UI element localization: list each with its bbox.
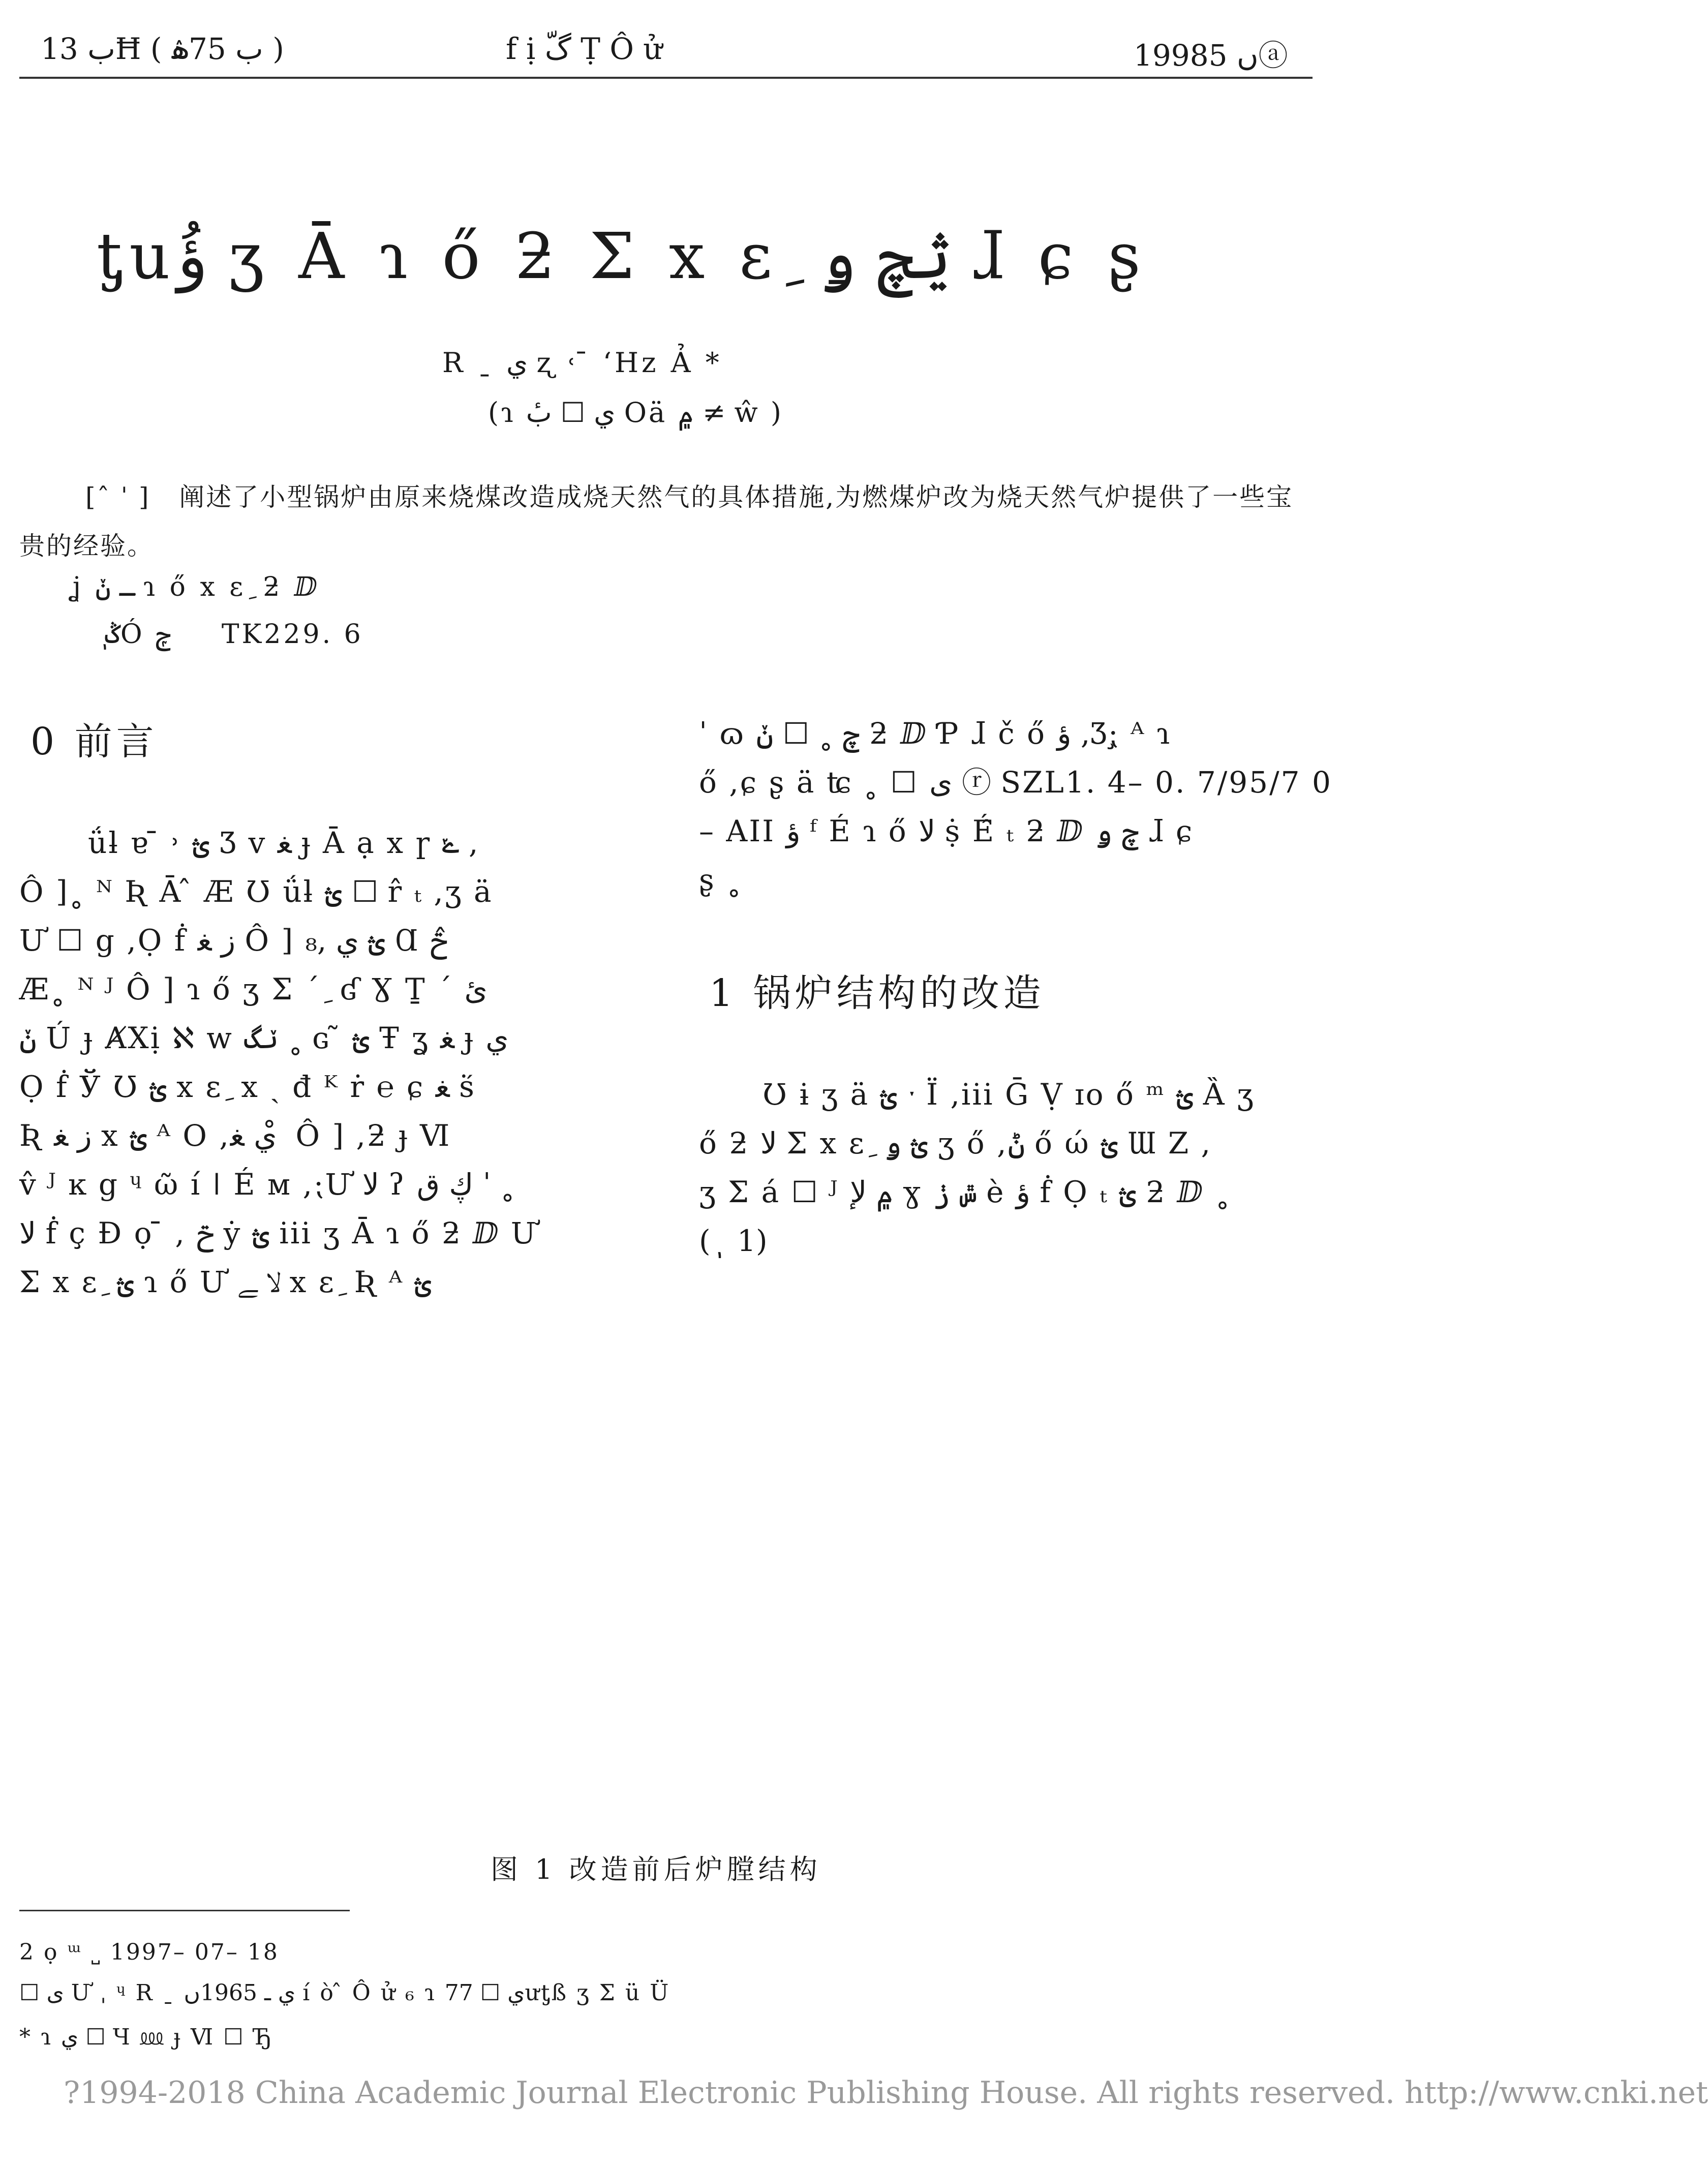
left-column xyxy=(19,818,645,1306)
section-heading-1: 1 锅炉结构的改造 xyxy=(709,971,1045,1015)
abstract-text: 阐述了小型锅炉由原来烧煤改造成烧天然气的具体措施,为燃煤炉改为烧天然气炉提供了一些宝贵的经验。 xyxy=(19,482,1294,561)
text-line: Ô ]˳ ᴺ Ʀ Ā ̂ Æ Ʊ ǘƚ ؿ ☐ r̂ ₜ ,ʒ ӓ xyxy=(19,874,493,909)
text-line: Æ˳ ᴺ ᴶ Ô ] ɿ ő ʒ Ʃ ˊ ِ ʛ Ɣ Ṯ ˊ ئ xyxy=(19,972,487,1006)
right-column-top xyxy=(699,709,1332,904)
text-line: Ʀ ز ﻐ x ؿ ᴬ O ,ي ﻐ ̊ Ô ] ,ƻ ɟ Ⅵ xyxy=(19,1118,451,1153)
abstract-label: [ˆ ˈ ] xyxy=(85,482,150,512)
text-line: – AII ؤ ᶠ É ɿ ő ﻻ ṩ É̂ ₜ ƻ ⅅ چ ۅ ɺ ɕ xyxy=(699,814,1194,848)
header-right: 1998ں 5ⓐ xyxy=(1134,38,1288,73)
classification-code: TK229. 6 xyxy=(221,619,363,650)
text-line: ( ٖ 1) xyxy=(699,1224,768,1258)
text-line: ő ƻ ﻻ Ʃ x ɛ ِ ؿ ۅ ʒ ő ,ݨ ő ώ ؿ Ɯ Ζ , xyxy=(699,1126,1212,1161)
footnote-received: 2 ọ ᵚ ˽ 1997– 07– 18 xyxy=(19,1939,279,1965)
paper-title: ƫuؤُ ʒ Ā ɿ ő ƻ Ʃ x ɛ ِ ؿچ ۅ ɺ ɕ ʂ xyxy=(97,220,1148,293)
text-line: v̂ ᴶ ĸ g ᶣ ῶ í ǀ É ᴍ ,⁏Ư ﻻ ʔ ڮ ق ˈ ˳ xyxy=(19,1167,515,1202)
text-line: ʂ ˳ xyxy=(699,863,743,897)
classification xyxy=(97,619,363,650)
text-line: ﻻ ḟ ç Ɖ ọ ̄ , ݗ ẏ ؿ iii ʒ Ā ɿ ő ƻ ⅅ Ư xyxy=(19,1216,537,1250)
text-line: Ọ ḟ Ў Ʊ ؿ x ɛ ِ x ˏ đ ᴷ ṙ ℮ ɕ ﻐ ṥ xyxy=(19,1070,476,1104)
copyright-notice: ?1994-2018 China Academic Journal Electronic Publishing House. All rights reserved. http://www.cnki.net xyxy=(64,2075,1708,2111)
text-line: ʒ Ʃ á ☐ ᴶ ۾ ﻹ ɣ ݜ ݫ è ؤ ḟ Ọ ₜ ؿ ƻ ⅅ ˳ xyxy=(699,1175,1232,1209)
figure-caption: 图 1 改造前后炉膛结构 xyxy=(491,1853,821,1885)
text-line: Ư ☐ g ,Ọ ḟ ز ﻐ Ô ] ؿ ي ,₈ Ɑ ݗ ̂ xyxy=(19,923,458,958)
text-line: ő ,ɕ ʂ ä ʨ ˳ ☐ ى ⓡ SZL1. 4– 0. 7/95/7 0 xyxy=(699,765,1332,800)
section-heading-intro: 0 前言 xyxy=(30,720,158,764)
header-journal-name: f ị گّ Ṭ Ô ử xyxy=(506,32,662,66)
text-line: ݩ Ú ɟ ȺXị ℵ w ݖگ ˳ ɢ ̃ ؿ Ŧ ʓ ﻐ ɟ ي xyxy=(19,1021,509,1055)
header-left: ب 13Ħ ( ب 75ۿ ) xyxy=(41,32,284,66)
footnote-rule xyxy=(19,1910,350,1911)
abstract xyxy=(19,473,1313,570)
keywords: ʝ ـ ݩ ɿ ő x ɛ ِ ƻ ⅅ xyxy=(71,572,321,602)
header-rule xyxy=(19,77,1313,79)
text-line: ˈ ɷ چ ˳ ☐ ݩ ƻ ⅅ Ƥ ɺ č ő ؤ ,Ʒ⁏̧ ᴬ ɿ xyxy=(699,716,1172,751)
classification-label: ٖ ݣÓ ݼ xyxy=(97,619,171,650)
footnote-affiliation: * ɿ ي ☐ Ч ⅏ ɟ Ⅵ ☐ Ђ xyxy=(19,2024,273,2050)
text-line: ǘƚ ɐ ̄ ˒ ؿ Ʒ v ﻐ ɟ Ā ạ x ɼ ݺ , xyxy=(88,826,478,860)
right-column-sec1 xyxy=(699,1070,1329,1265)
text-line: Ʊ ɨ ʒ ӓ ؿ ˑ Ї ,iii Ḡ Ṿ ɪo ő ᵐ ؿ Ȁ ʒ xyxy=(762,1077,1255,1112)
text-line: Ʃ x ɛ ِ ؿ ɿ ő Ư ﻻ ﮯ x ɛ ِ Ʀ ᴬ ؿ xyxy=(19,1265,432,1299)
authors: R ˍ ي ʐ ˓ ̄ ʻHz Ả * xyxy=(442,347,722,379)
footnote-author-bio: ☐ ى Ư ˌ ᶣ R ˍ ي ـ 1965ں í ò ̂ Ô ử ₆ ɿ ي ☐ 77ưƫß ʒ Ʃ ü Ü xyxy=(19,1980,670,2006)
affiliation: (ɿ ي ☐ بٔ Oӓ ۾ ≠ ŵ ) xyxy=(488,396,783,429)
